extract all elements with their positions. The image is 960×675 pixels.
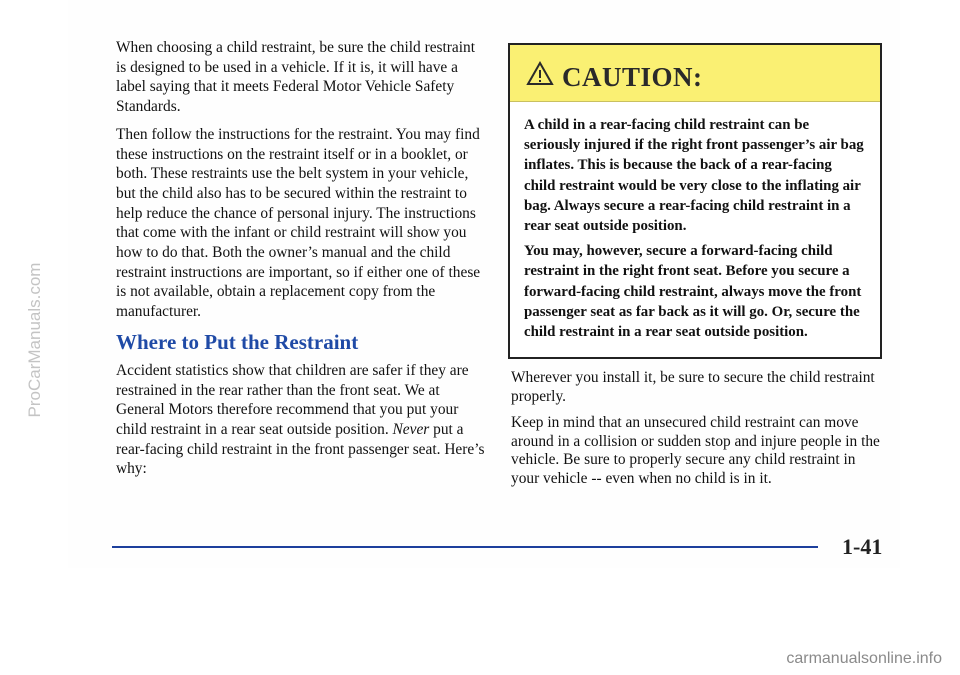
paragraph-choosing-restraint: When choosing a child restraint, be sure the child restraint is designed to be used in a vehicle. If it is, it will have a label saying that it meets Federal Motor Vehicle Safety Standards. (116, 39, 475, 116)
paragraph-wherever-install: Wherever you install it, be sure to secure the child restraint properly. (511, 369, 875, 405)
never-emphasis: Never (392, 420, 430, 438)
footer-rule (112, 546, 818, 548)
left-column (116, 38, 488, 487)
side-watermark-text: ProCarManuals.com (25, 262, 44, 418)
caution-box (508, 43, 882, 359)
caution-header (510, 45, 880, 102)
right-column (511, 369, 883, 496)
warning-triangle-icon (526, 61, 554, 86)
footer-watermark: carmanualsonline.info (786, 650, 942, 667)
paragraph-accident-statistics (116, 361, 488, 479)
paragraph-instructions: Then follow the instructions for the restraint. You may find these instructions on the restraint itself or in a booklet, or both. These restraints use the belt system in your vehicle, but the child also has to be secured within the restraint to help reduce the chance of personal injury. The instructions that come with the infant or child restraint will show you how to do that. Both the owner’s manual and the child restraint instructions are important, so if either one of these is not available, obtain a replacement copy from the manufacturer. (116, 125, 481, 321)
caution-title: CAUTION: (562, 62, 703, 92)
caution-paragraph-forward-facing: You may, however, secure a forward-facing child restraint in the right front seat. Before you secure a forward-facing child restraint, always move the front passenger seat as far back as it will go. Or, secure the child restraint in a rear seat outside position. (524, 243, 862, 341)
paragraph-unsecured-restraint: Keep in mind that an unsecured child restraint can move around in a collision or sudden stop and injure people in the vehicle. Be sure to properly secure any child restraint in your vehicle -- even when no child is in it. (511, 414, 880, 487)
caution-paragraph-rear-facing: A child in a rear-facing child restraint can be seriously injured if the right front passenger’s air bag inflates. This is because the back of a rear-facing child restraint would be very close to the inflating air bag. Always secure a rear-facing child restraint in a rear seat outside position. (524, 117, 864, 235)
page-number: 1-41 (842, 534, 883, 559)
side-watermark (20, 60, 50, 620)
statistics-text-end: put a rear-facing child restraint in the front passenger seat. Here’s why: (116, 420, 485, 478)
section-heading: Where to Put the Restraint (116, 329, 359, 354)
statistics-text-start: Accident statistics show that children are safer if they are restrained in the rear rather than the front seat. We at General Motors therefore recommend that you put your child restraint in a rear seat outside position. (116, 361, 469, 438)
caution-body (510, 102, 880, 342)
